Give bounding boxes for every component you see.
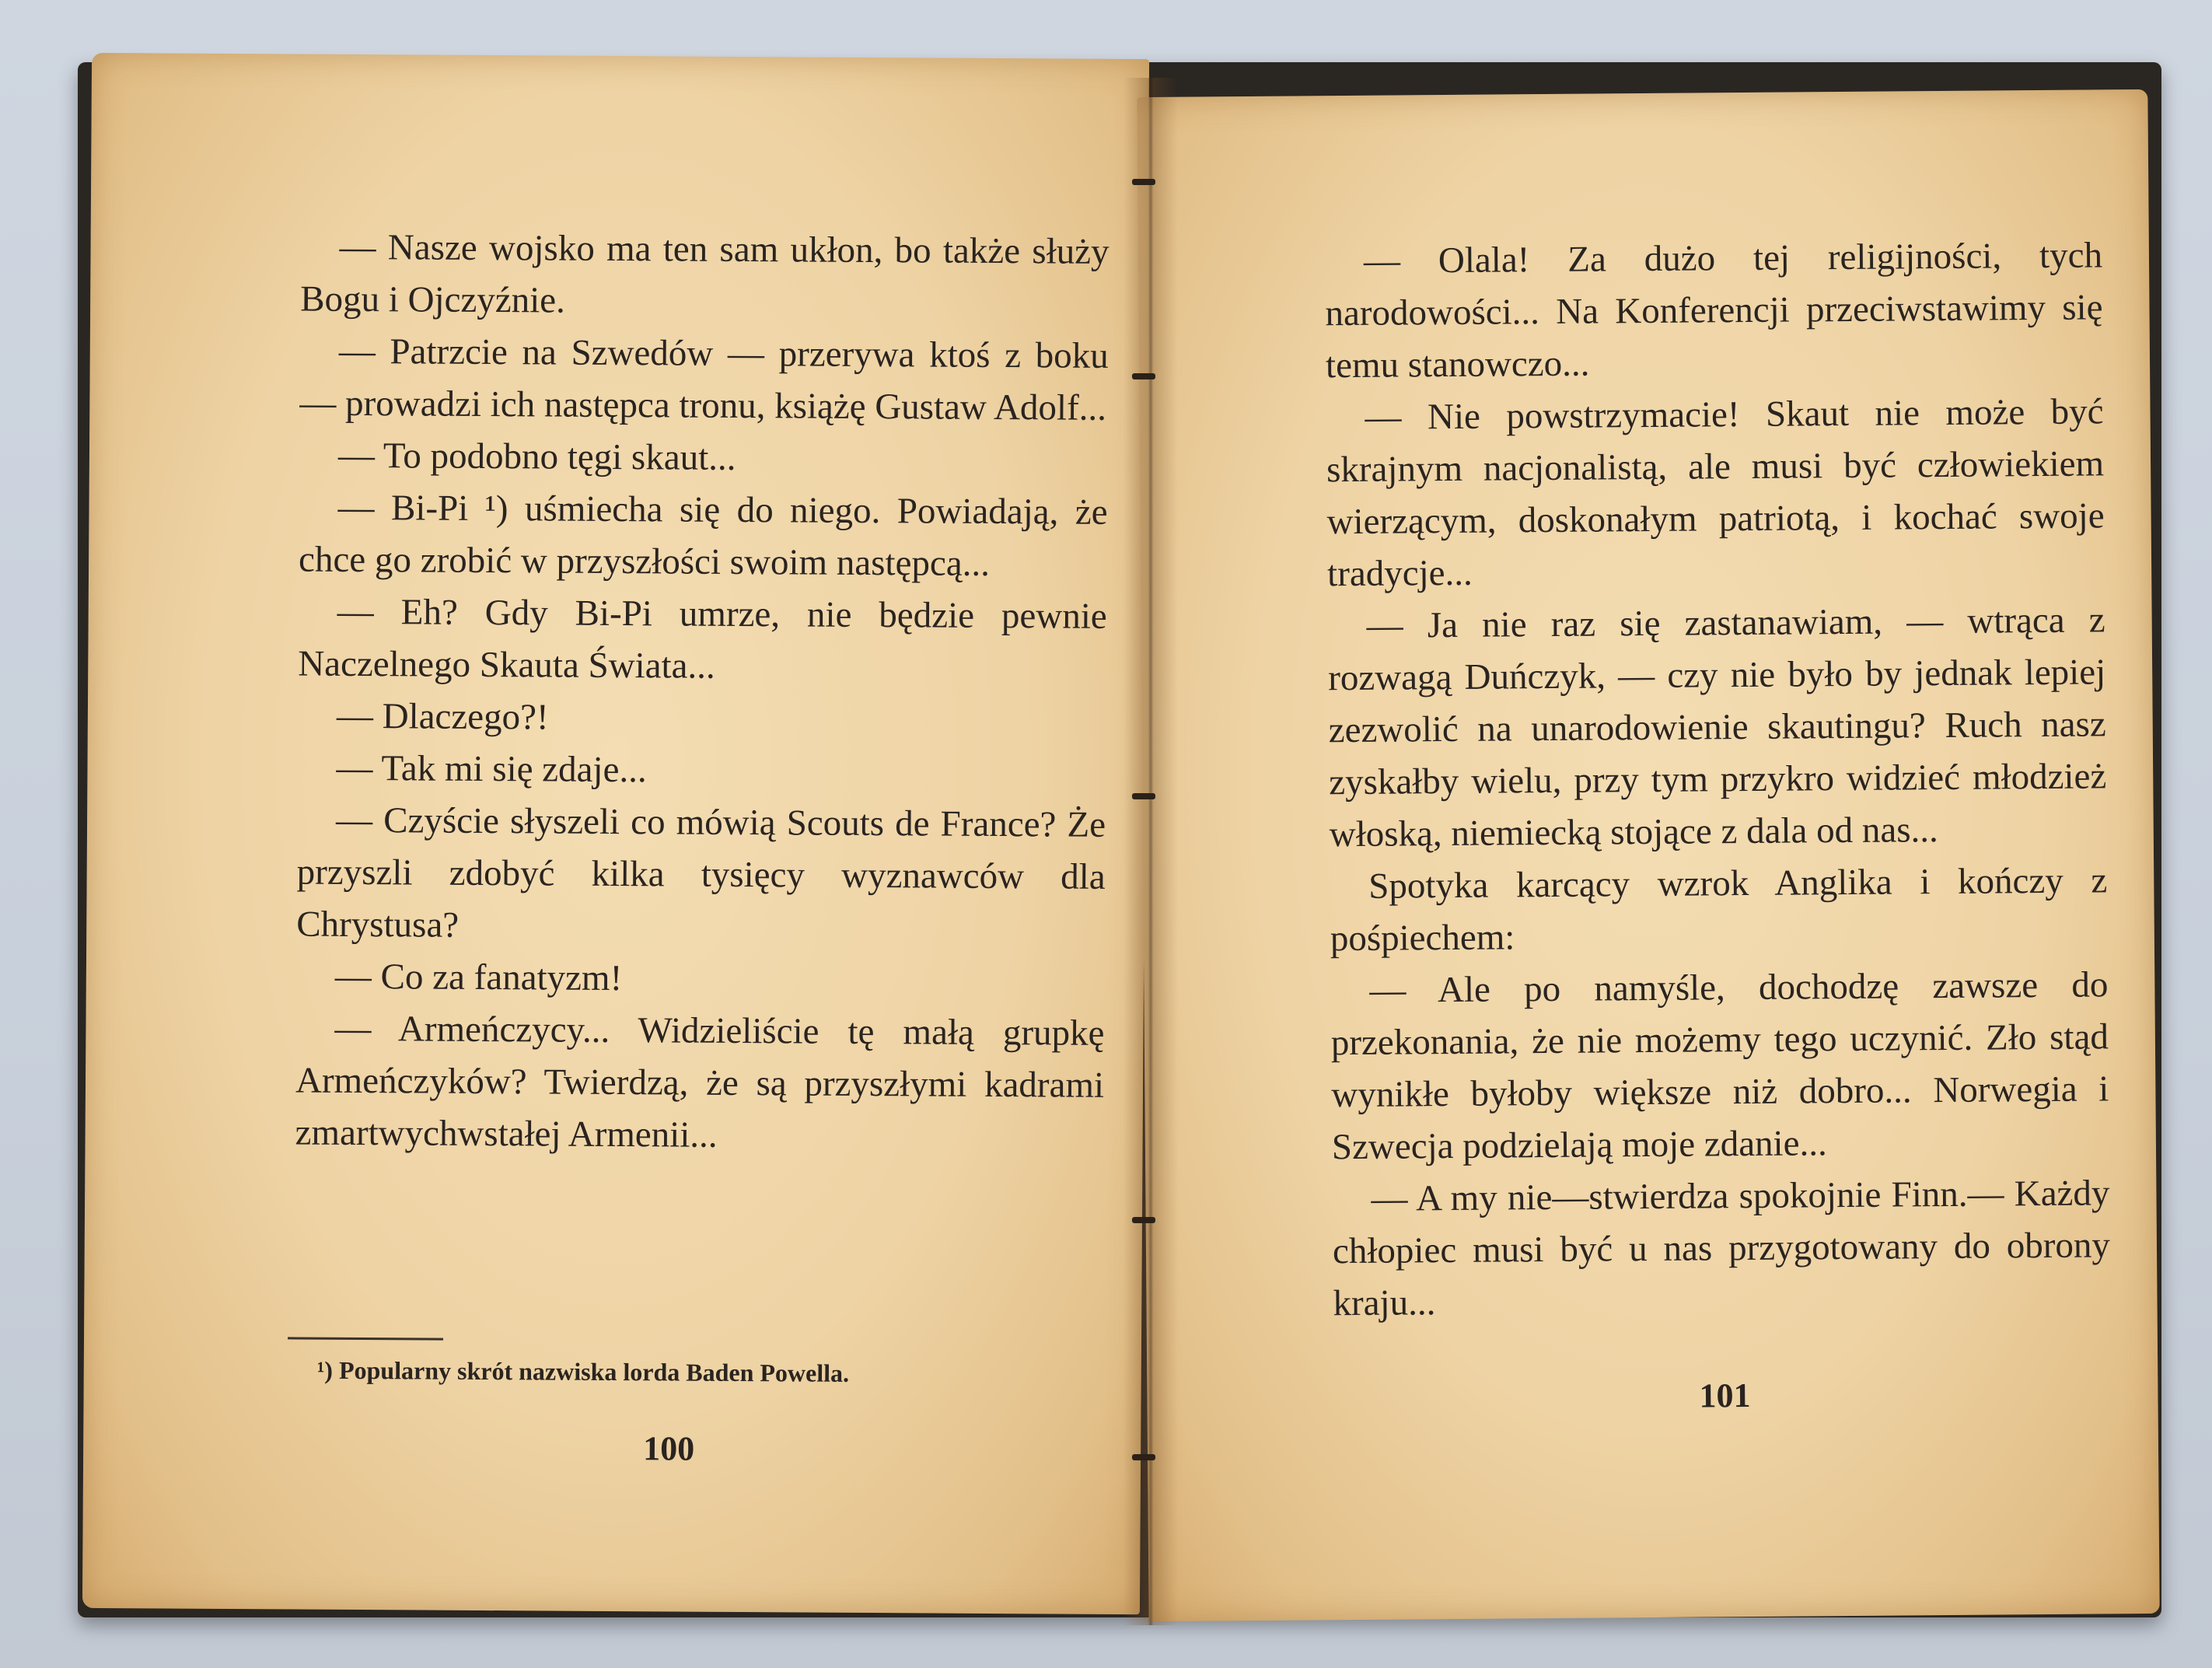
paragraph: — Co za fanatyzm! [334, 956, 623, 999]
paragraph: — Czyście słyszeli co mówią Scouts de France? Że przyszli zdobyć kilka tysięcy wyznawców dla Chrystusa? [296, 799, 1106, 946]
left-page-text [295, 222, 1109, 1164]
binding-stitch [1132, 793, 1155, 799]
right-page [1137, 89, 2159, 1621]
paragraph: — Armeńczycy... Widzieliście tę małą grupkę Armeńczyków? Twierdzą, że są przyszłymi kadrami zmartwychwstałej Armenii... [295, 1008, 1105, 1156]
paragraph: — Dlaczego?! [336, 695, 549, 738]
paragraph: — Ja nie raz się zastanawiam, — wtrąca z rozwagą Duńczyk, — czy nie było by jednak lepiej zezwolić na unarodowienie skautingu? Ruch nasz zyskałby wielu, przy tym przykro widzieć młodzież włoską, niemiecką stojące z dala od nas... [1327, 600, 2107, 855]
open-book [78, 47, 2161, 1625]
paragraph: — Tak mi się zdaje... [336, 747, 647, 791]
footnote: ¹) Popularny skrót nazwiska lorda Baden Powella. [316, 1355, 850, 1387]
page-number-right: 101 [1699, 1376, 1751, 1415]
paragraph: — To podobno tęgi skaut... [337, 435, 736, 478]
footnote-divider [288, 1337, 443, 1340]
paragraph: — Bi-Pi ¹) uśmiecha się do niego. Powiadają, że chce go zrobić w przyszłości swoim następcą... [298, 487, 1108, 584]
left-page [82, 53, 1149, 1614]
binding-stitch [1132, 179, 1155, 185]
paragraph: Spotyka karcący wzrok Anglika i kończy z pośpiechem: [1330, 860, 2108, 960]
binding-stitch [1132, 1454, 1155, 1460]
paragraph: — Eh? Gdy Bi-Pi umrze, nie będzie pewnie Naczelnego Skauta Świata... [298, 591, 1107, 687]
paragraph: — Nie powstrzymacie! Skaut nie może być skrajnym nacjonalistą, ale musi być człowiekiem wierzącym, doskonałym patriotą, i kochać swoje tradycje... [1326, 391, 2105, 595]
paragraph: — Patrzcie na Szwedów — przerywa ktoś z boku — prowadzi ich następca tronu, książę Gustaw Adolf... [299, 330, 1109, 428]
binding-stitch [1132, 1217, 1155, 1223]
binding-stitch [1132, 373, 1155, 379]
paragraph: — Nasze wojsko ma ten sam ukłon, bo także służy Bogu i Ojczyźnie. [300, 226, 1109, 321]
paragraph: — Ale po namyśle, dochodzę zawsze do przekonania, że nie możemy tego uczynić. Zło stąd wynikłe byłoby większe niż dobro... Norwegia i Szwecja podzielają moje zdanie... [1330, 964, 2109, 1168]
right-page-text [1325, 229, 2111, 1330]
page-number-left: 100 [643, 1429, 695, 1468]
paragraph: — Olala! Za dużo tej religijności, tych narodowości... Na Konferencji przeciwstawimy się temu stanowczo... [1325, 235, 2103, 386]
paragraph: — A my nie—stwierdza spokojnie Finn.— Każdy chłopiec musi być u nas przygotowany do obrony kraju... [1332, 1173, 2111, 1324]
